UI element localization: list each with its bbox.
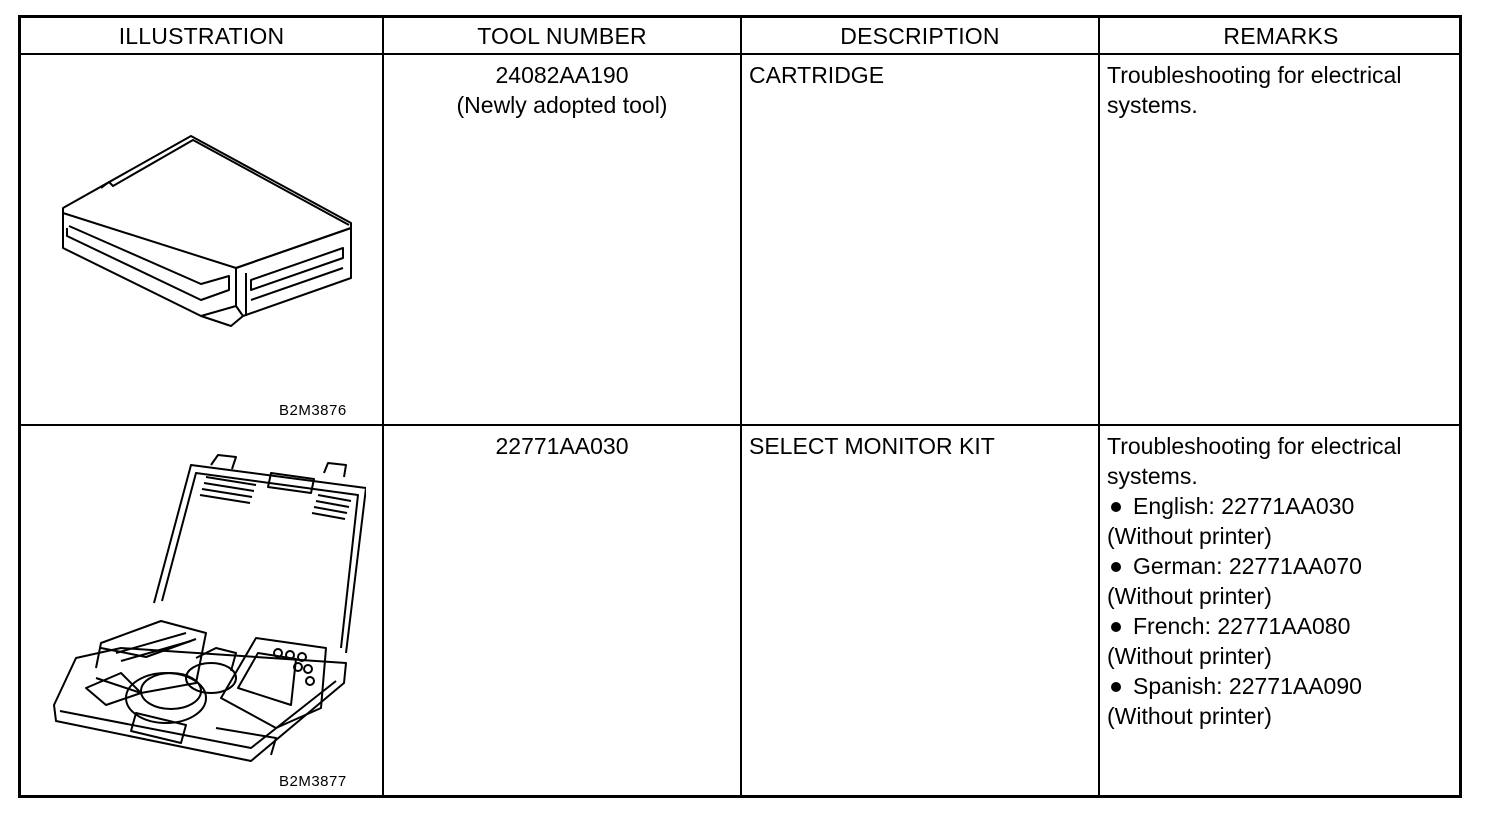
bullet-icon (1111, 622, 1121, 632)
header-illustration: ILLUSTRATION (118, 23, 285, 49)
remarks-line: Troubleshooting for electrical (1107, 62, 1402, 88)
variant-note: (Without printer) (1107, 643, 1272, 669)
tool-number: 24082AA190 (495, 62, 629, 88)
variant-label: German: 22771AA070 (1133, 553, 1362, 579)
column-divider (1098, 18, 1100, 795)
variant-note: (Without printer) (1107, 703, 1272, 729)
variant-label: English: 22771AA030 (1133, 493, 1355, 519)
bullet-icon (1111, 562, 1121, 572)
special-tools-table (18, 15, 1462, 798)
variant-item (1107, 491, 1401, 521)
description-cell: CARTRIDGE (749, 62, 885, 88)
bullet-icon (1111, 682, 1121, 692)
cartridge-illustration-icon (51, 128, 361, 328)
illustration-code: B2M3877 (279, 773, 347, 790)
tool-number-cell (384, 60, 740, 120)
tool-note: (Newly adopted tool) (456, 92, 668, 118)
variant-item (1107, 551, 1401, 581)
header-tool-number: TOOL NUMBER (477, 23, 647, 49)
variant-note: (Without printer) (1107, 523, 1272, 549)
illustration-code: B2M3876 (279, 402, 347, 419)
remarks-line: systems. (1107, 463, 1198, 489)
row-divider (21, 424, 1459, 426)
variant-item (1107, 611, 1401, 641)
remarks-line: Troubleshooting for electrical (1107, 433, 1402, 459)
variant-label: French: 22771AA080 (1133, 613, 1351, 639)
remarks-cell (1107, 60, 1401, 120)
variant-label: Spanish: 22771AA090 (1133, 673, 1362, 699)
remarks-cell (1107, 431, 1401, 731)
tool-number-cell: 22771AA030 (495, 433, 629, 459)
description-cell: SELECT MONITOR KIT (749, 433, 995, 459)
header-description: DESCRIPTION (840, 23, 1000, 49)
bullet-icon (1111, 502, 1121, 512)
select-monitor-kit-case-illustration-icon (46, 443, 366, 763)
column-divider (740, 18, 742, 795)
variant-note: (Without printer) (1107, 583, 1272, 609)
remarks-line: systems. (1107, 92, 1198, 118)
variant-item (1107, 671, 1401, 701)
column-divider (382, 18, 384, 795)
header-remarks: REMARKS (1223, 23, 1339, 49)
